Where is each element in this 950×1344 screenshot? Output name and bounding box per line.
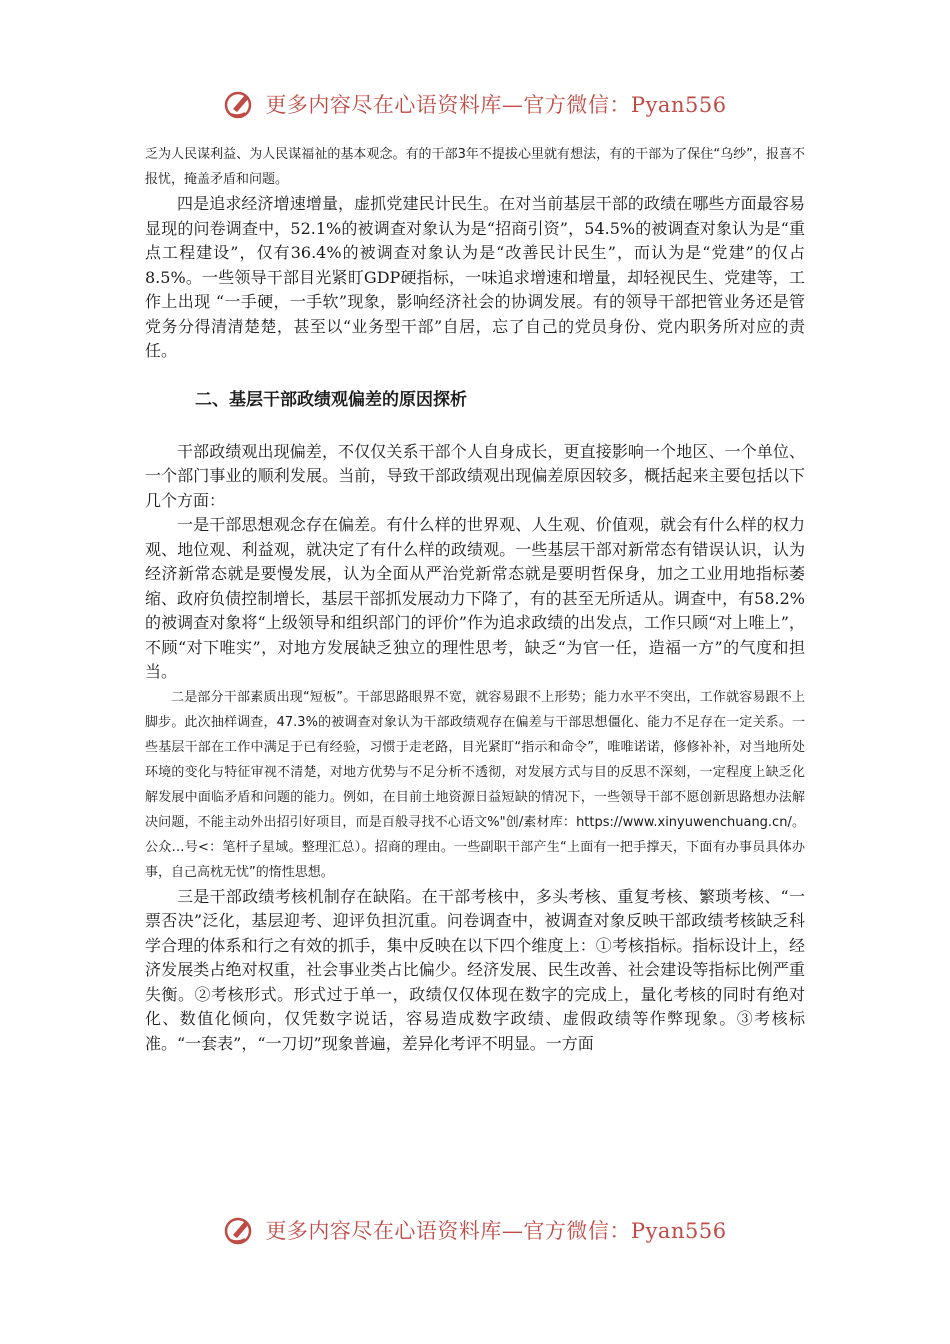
paragraph-one xyxy=(145,513,805,685)
seal-pen-logo-icon xyxy=(223,87,257,121)
paragraph-lead: 一是干部思想观念存在偏差。 xyxy=(177,515,387,534)
paragraph-body: 有什么样的世界观、人生观、价值观，就会有什么样的权力观、地位观、利益观，就决定了有什么样的政绩观。一些基层干部对新常态有错误认识，认为经济新常态就是要慢发展，认为全面从严治党新常态就是要明哲保身，加之工业用地指标萎缩、政府负债控制增长，基层干部抓发展动力下降了，有的甚至无所适从。调查中，有58.2%的被调查对象将“上级领导和组织部门的评价”作为追求政绩的出发点，工作只顾“对上唯上”，不顾“对下唯实”，对地方发展缺乏独立的理性思考，缺乏“为官一任，造福一方”的气度和担当。 xyxy=(145,515,805,681)
paragraph-body: 在干部考核中，多头考核、重复考核、繁琐考核、“一票否决”泛化，基层迎考、迎评负担沉重。问卷调查中，被调查对象反映干部政绩考核缺乏科学合理的体系和行之有效的抓手，集中反映在以下四个维度上：①考核指标。指标设计上，经济发展类占绝对权重，社会事业类占比偏少。经济发展、民生改善、社会建设等指标比例严重失衡。②考核形式。形式过于单一，政绩仅仅体现在数字的完成上，量化考核的同时有绝对化、数值化倾向，仅凭数字说话，容易造成数字政绩、虚假政绩等作弊现象。③考核标准。“一套表”，“一刀切”现象普遍，差异化考评不明显。一方面 xyxy=(145,886,805,1053)
paragraph-four xyxy=(145,192,805,364)
paragraph-lead: 四是追求经济增速增量，虚抓党建民计民生。 xyxy=(177,194,500,213)
banner-text: 更多内容尽在心语资料库—官方微信：Pyan556 xyxy=(265,1219,727,1243)
header-banner xyxy=(0,84,950,124)
section-heading: 二、基层干部政绩观偏差的原因探析 xyxy=(195,389,467,410)
paragraph-continuation: 乏为人民谋利益、为人民谋福祉的基本观念。有的干部3年不提拔心里就有想法，有的干部为了保住“乌纱”，报喜不报忧，掩盖矛盾和问题。 xyxy=(145,147,805,187)
paragraph-two: 二是部分干部素质出现“短板”。干部思路眼界不宽，就容易跟不上形势；能力水平不突出，工作就容易跟不上脚步。此次抽样调查，47.3%的被调查对象认为干部政绩观存在偏差与干部思想僵化、能力不足存在一定关系。一些基层干部在工作中满足于已有经验，习惯于走老路，目光紧盯“指示和命令”，唯唯诺诺，修修补补，对当地所处环境的变化与特征审视不清楚，对地方优势与不足分析不透彻，对发展方式与目的反思不深刻，一定程度上缺乏化解发展中面临矛盾和问题的能力。例如，在目前土地资源日益短缺的情况下，一些领导干部不愿创新思路想办法解决问题，不能主动外出招引好项目，而是百般寻找不心语文%"创/素材库：https://www.xinyuwenchuang.cn/。公众…号<：笔杆子星域。整理汇总）。招商的理由。一些副职干部产生“上面有一把手撑天，下面有办事员具体办事，自己高枕无忧”的惰性思想。 xyxy=(145,689,805,880)
paragraph-body: 在对当前基层干部的政绩在哪些方面最容易显现的问卷调查中，52.1%的被调查对象认为是“招商引资”，54.5%的被调查对象认为是“重点工程建设”，仅有36.4%的被调查对象认为是“改善民计民生”，而认为是“党建”的仅占8.5%。一些领导干部目光紧盯GDP硬指标，一味追求增速和增量，却轻视民生、党建等，工作上出现 “一手硬，一手软”现象，影响经济社会的协调发展。有的领导干部把管业务还是管党务分得清清楚楚，甚至以“业务型干部”自居，忘了自己的党员身份、党内职务所对应的责任。 xyxy=(145,194,805,360)
paragraph-intro: 干部政绩观出现偏差，不仅仅关系干部个人自身成长，更直接影响一个地区、一个单位、一个部门事业的顺利发展。当前，导致干部政绩观出现偏差原因较多，概括起来主要包括以下几个方面： xyxy=(145,441,805,510)
paragraph-three xyxy=(145,885,805,1057)
footer-banner xyxy=(0,1210,950,1250)
seal-pen-logo-icon xyxy=(223,1213,257,1247)
document-body xyxy=(145,142,805,1056)
banner-text: 更多内容尽在心语资料库—官方微信：Pyan556 xyxy=(265,93,727,117)
paragraph-lead: 三是干部政绩考核机制存在缺陷。 xyxy=(177,886,422,906)
